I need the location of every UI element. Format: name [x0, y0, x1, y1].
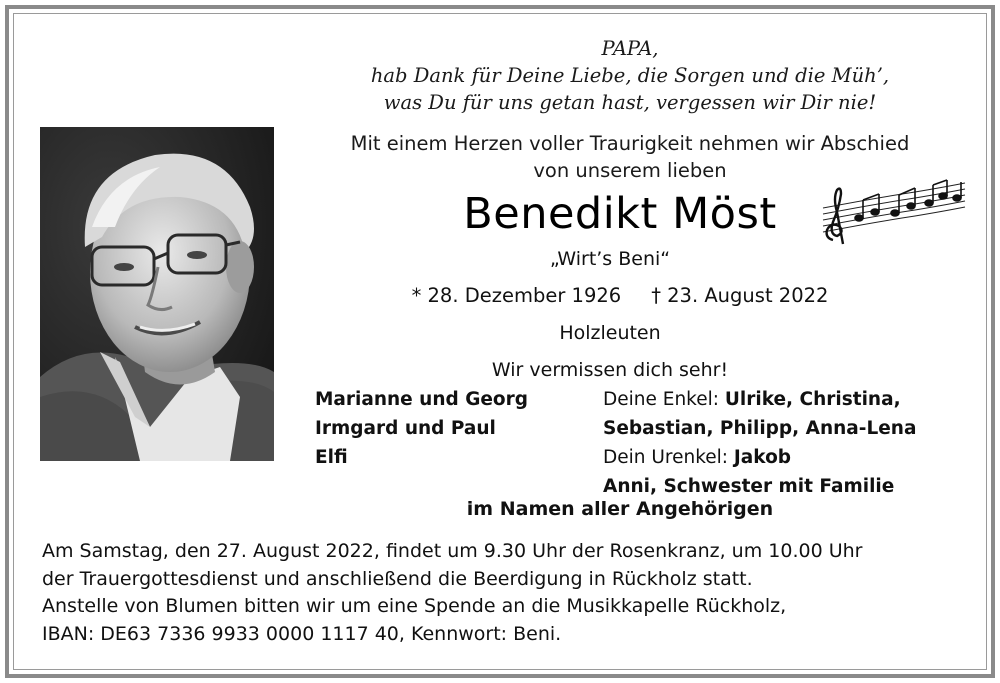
miss-line: Wir vermissen dich sehr!: [491, 359, 729, 381]
birth-date: * 28. Dezember 1926: [411, 284, 622, 307]
grandchildren-names: Ulrike, Christina,: [724, 389, 901, 410]
service-info: [42, 538, 862, 648]
list-item: Anni, Schwester mit Familie: [603, 476, 895, 497]
motto: [310, 35, 950, 116]
music-notes-icon: [815, 178, 970, 246]
family-closing: im Namen aller Angehörigen: [466, 498, 774, 520]
grandchildren-list: [603, 385, 916, 501]
place: Holzleuten: [559, 322, 661, 344]
great-grandchildren-label: Dein Urenkel:: [603, 447, 734, 468]
list-item: [603, 443, 916, 472]
info-line: Anstelle von Blumen bitten wir um eine Spende an die Musikkapelle Rückholz,: [42, 595, 787, 617]
death-date: † 23. August 2022: [651, 284, 829, 307]
portrait-photo: [40, 127, 274, 461]
nickname: „Wirt’s Beni“: [549, 248, 671, 270]
life-dates: [380, 282, 860, 309]
list-item: Sebastian, Philipp, Anna-Lena: [603, 418, 917, 439]
list-item: Elfi: [315, 447, 348, 468]
info-line: IBAN: DE63 7336 9933 0000 1117 40, Kennwort: Beni.: [42, 622, 562, 645]
intro-line: von unserem lieben: [533, 159, 727, 182]
grandchildren-label: Deine Enkel:: [603, 389, 725, 410]
intro-line: Mit einem Herzen voller Traurigkeit nehmen wir Abschied: [350, 132, 910, 155]
info-line: der Trauergottesdienst und anschließend die Beerdigung in Rückholz statt.: [42, 567, 753, 590]
list-item: Irmgard und Paul: [315, 418, 496, 439]
motto-line: PAPA,: [601, 37, 659, 60]
list-item: [603, 385, 916, 414]
motto-line: hab Dank für Deine Liebe, die Sorgen und die Müh’,: [370, 64, 890, 87]
intro-text: [310, 130, 950, 184]
motto-line: was Du für uns getan hast, vergessen wir Dir nie!: [383, 91, 877, 114]
deceased-name: Benedikt Möst: [463, 189, 777, 239]
great-grandchildren-names: Jakob: [733, 447, 792, 468]
children-list: [315, 385, 528, 472]
list-item: Marianne und Georg: [315, 389, 529, 410]
info-line: Am Samstag, den 27. August 2022, findet um 9.30 Uhr der Rosenkranz, um 10.00 Uhr: [42, 540, 863, 562]
